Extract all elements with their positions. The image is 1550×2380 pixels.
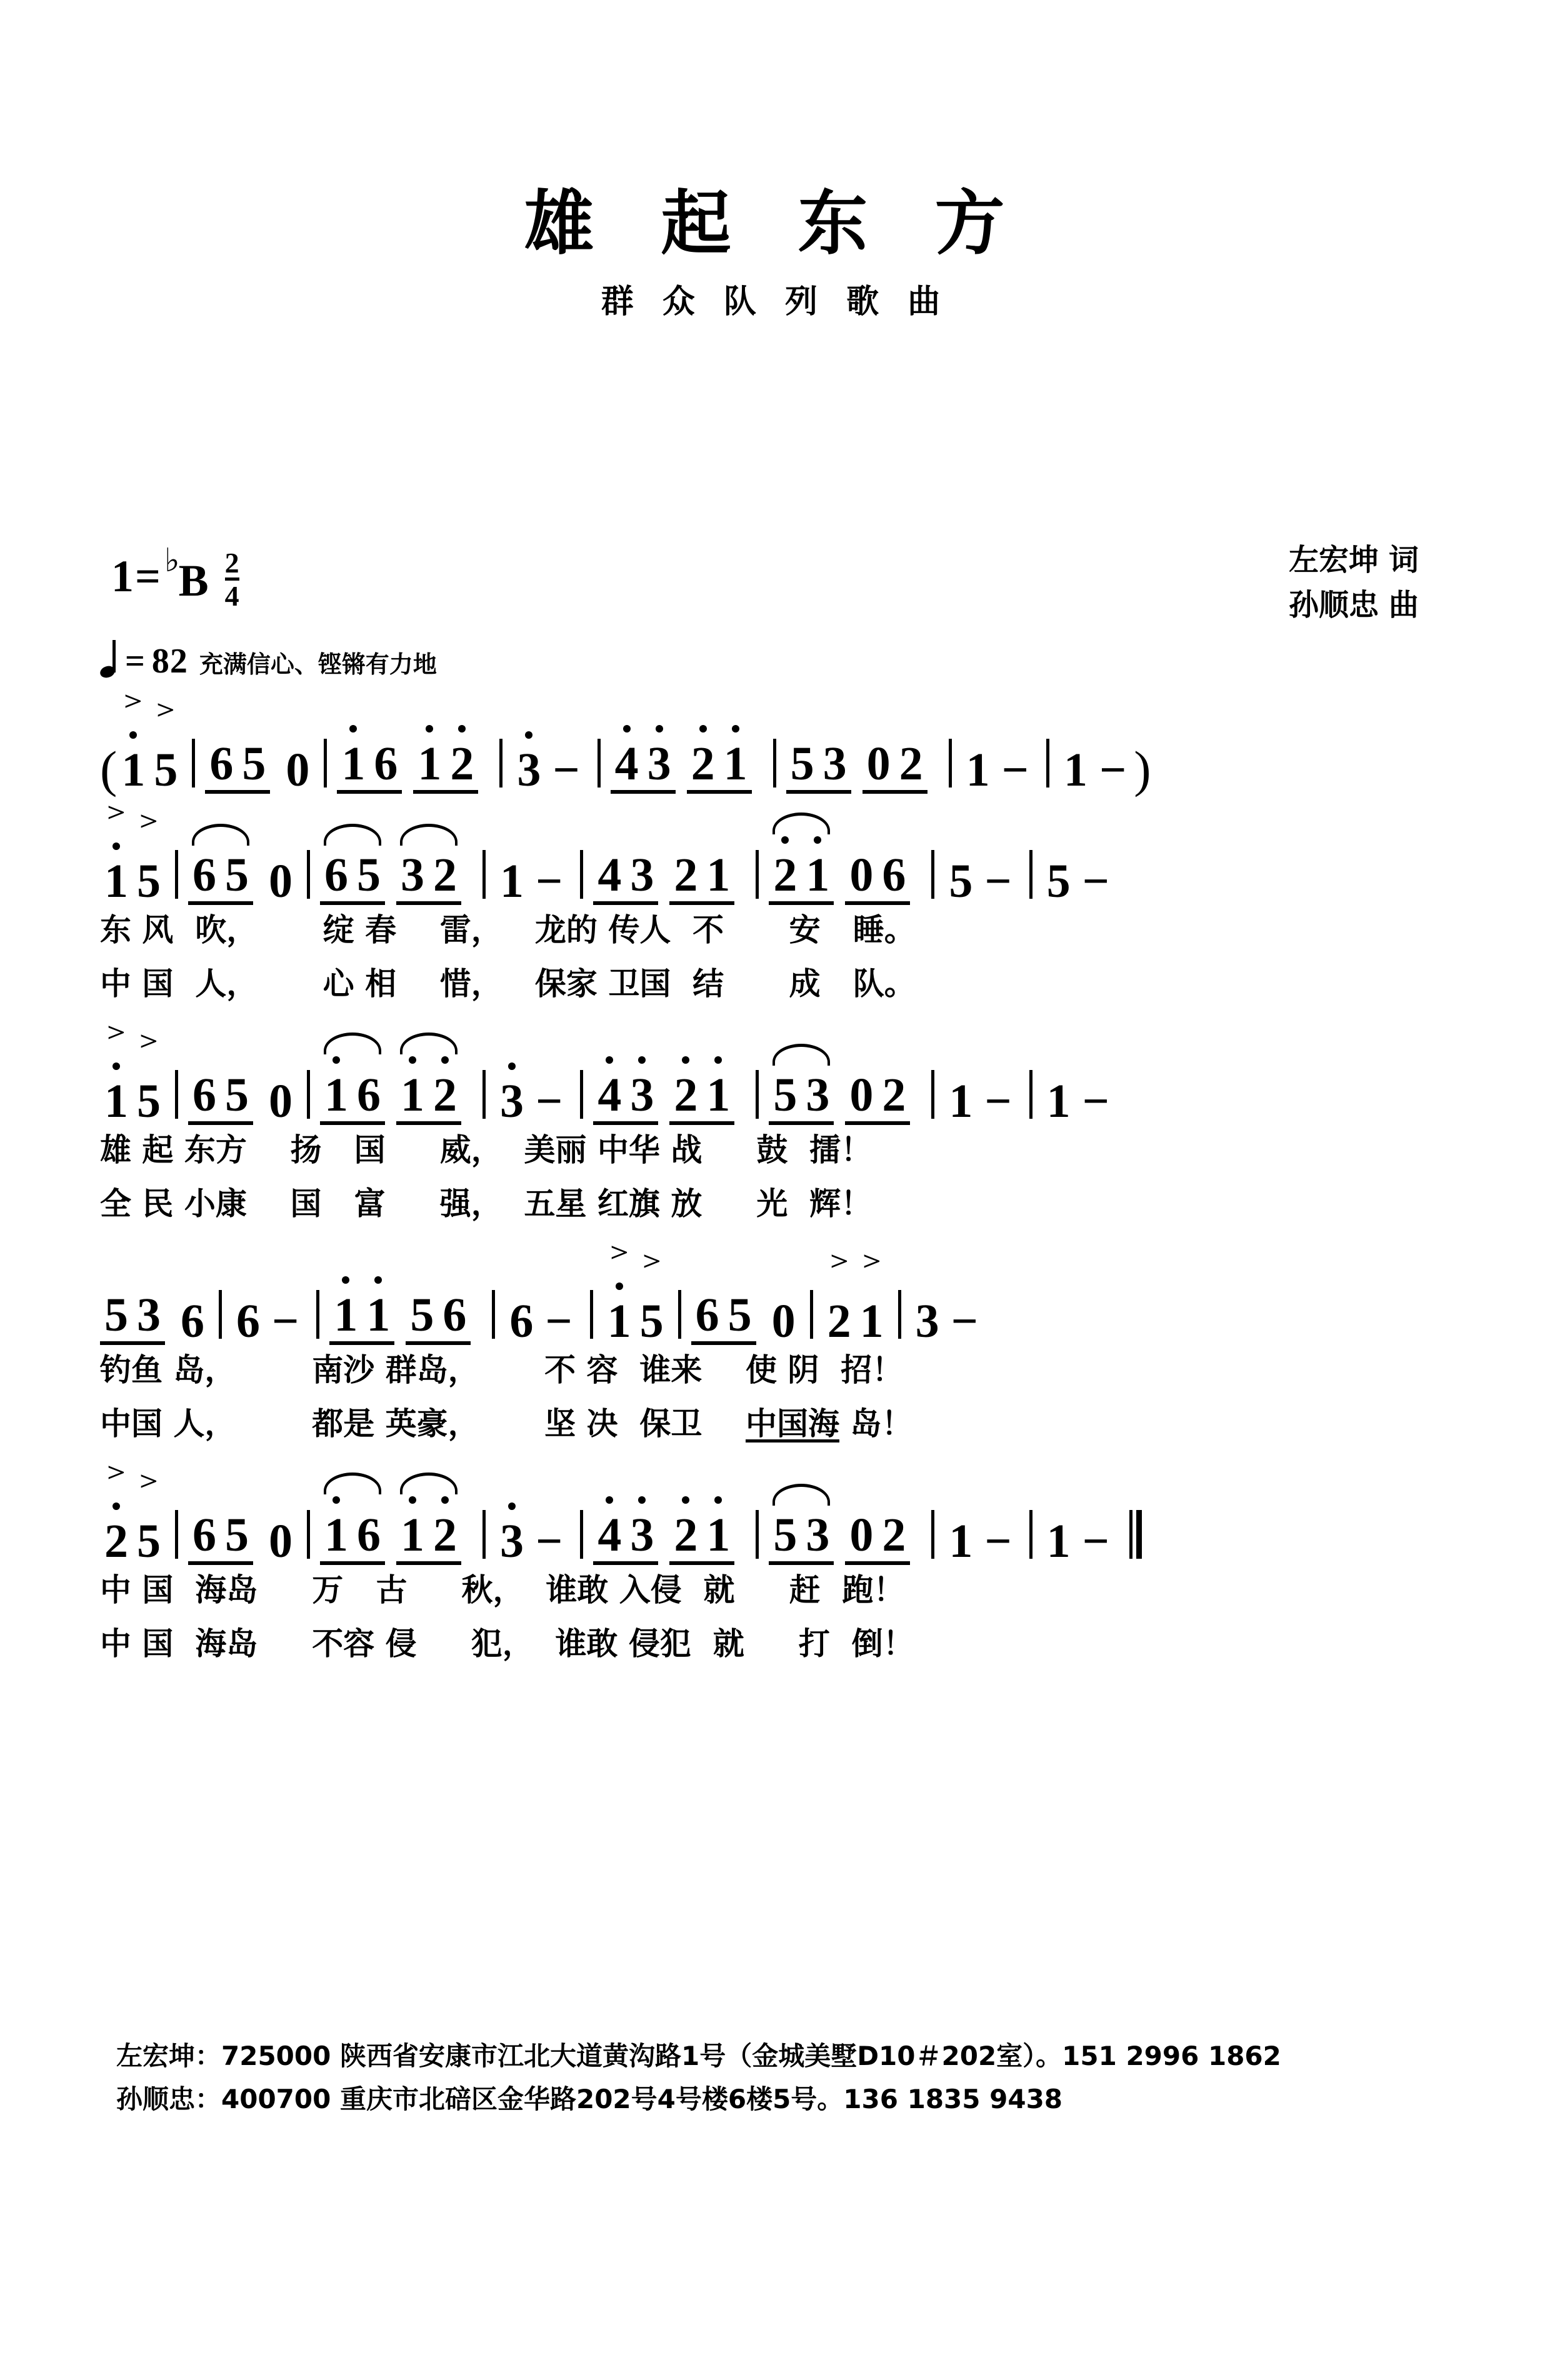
slur-icon bbox=[400, 1032, 458, 1054]
note-3: 3 bbox=[512, 746, 545, 794]
note-0: 0 bbox=[286, 744, 310, 796]
measure bbox=[188, 849, 297, 908]
note-6: 6 bbox=[509, 1295, 534, 1348]
barline bbox=[931, 1070, 934, 1119]
note-1: 1 bbox=[966, 744, 990, 796]
note-6: 6 bbox=[357, 1069, 381, 1121]
key-letter-group bbox=[163, 543, 209, 606]
note-duration-dash: − bbox=[536, 1075, 563, 1128]
note-4: 4 bbox=[598, 849, 622, 901]
measure bbox=[496, 1075, 570, 1128]
beamed-note-group bbox=[769, 851, 834, 905]
note-5: 5 bbox=[410, 1289, 434, 1341]
note-6: 6 bbox=[374, 738, 398, 790]
note-2: 2 bbox=[674, 849, 698, 901]
measure bbox=[100, 1289, 209, 1348]
note-duration-dash: − bbox=[984, 855, 1012, 908]
music-systems bbox=[0, 700, 1550, 1676]
note-2: 2 bbox=[882, 1509, 906, 1561]
beamed-note-group bbox=[611, 740, 676, 794]
beamed-note-group bbox=[593, 1071, 658, 1125]
note-4: 4 bbox=[593, 1511, 626, 1559]
beamed-note-group bbox=[845, 1071, 910, 1125]
slur-icon bbox=[192, 824, 249, 846]
beamed-note-group bbox=[320, 1071, 385, 1125]
intro-close-paren: ) bbox=[1134, 741, 1151, 798]
note-0: 0 bbox=[866, 738, 891, 790]
barline bbox=[482, 1510, 486, 1559]
sheet-music-page bbox=[0, 183, 1550, 2380]
measure bbox=[944, 1075, 1019, 1128]
note-1: 1 bbox=[949, 1075, 973, 1128]
note-2: 2 bbox=[669, 1071, 702, 1119]
final-barline bbox=[1129, 1510, 1132, 1559]
barline bbox=[756, 1510, 759, 1559]
composer-role: 曲 bbox=[1388, 588, 1419, 622]
measure bbox=[337, 740, 489, 794]
beamed-note-group bbox=[845, 1511, 910, 1565]
beamed-note-group bbox=[691, 1291, 756, 1345]
lyric-row-verse-1: 雄 起 东方 扬 国 威， 美丽 中华 战 鼓 擂！ bbox=[100, 1132, 872, 1168]
system-3 bbox=[0, 1251, 1550, 1452]
note-2: 2 bbox=[446, 740, 478, 788]
note-duration-dash: − bbox=[951, 1295, 978, 1348]
note-duration-dash: − bbox=[1001, 744, 1029, 796]
note-0: 0 bbox=[269, 1515, 292, 1568]
measure bbox=[1042, 1075, 1117, 1128]
measure bbox=[512, 746, 587, 794]
note-1: 1 > bbox=[100, 858, 132, 905]
note-3: 3 bbox=[915, 1295, 939, 1348]
beamed-note-group bbox=[669, 1071, 734, 1125]
measure bbox=[496, 1515, 570, 1568]
beamed-note-group bbox=[845, 851, 910, 905]
note-1: 1 > bbox=[100, 1078, 132, 1125]
measure bbox=[100, 1075, 165, 1128]
slur-icon bbox=[400, 1472, 458, 1494]
barline bbox=[1046, 739, 1049, 788]
lyric-text-part: 岛！ bbox=[839, 1406, 913, 1442]
measure bbox=[320, 1511, 472, 1565]
measures bbox=[117, 739, 1134, 794]
note-duration-dash: − bbox=[984, 1515, 1012, 1568]
measure bbox=[603, 1295, 668, 1348]
beamed-note-group bbox=[406, 1291, 471, 1345]
barline bbox=[580, 1070, 583, 1119]
note-3: 3 bbox=[137, 1289, 161, 1341]
note-1: 1 bbox=[362, 1291, 394, 1339]
note-5: 5 > bbox=[132, 858, 165, 905]
meter-numerator: 2 bbox=[224, 547, 239, 579]
barline bbox=[307, 850, 310, 899]
note-6: 6 bbox=[236, 1295, 260, 1348]
barline bbox=[678, 1290, 681, 1339]
composer-name: 孙顺忠 bbox=[1288, 588, 1379, 622]
measure bbox=[1042, 1515, 1117, 1568]
barline bbox=[482, 850, 486, 899]
note-1: 1 bbox=[1046, 1075, 1071, 1128]
note-2: 2 bbox=[769, 851, 801, 899]
note-3: 3 bbox=[643, 740, 676, 788]
note-3: 3 bbox=[626, 1071, 658, 1119]
note-6: 6 bbox=[192, 849, 216, 901]
measure bbox=[593, 851, 746, 905]
note-1: 1 bbox=[337, 740, 369, 788]
note-4: 4 bbox=[611, 740, 643, 788]
note-0: 0 bbox=[269, 1075, 292, 1128]
intro-open-paren: ( bbox=[100, 741, 118, 798]
slur-icon bbox=[400, 824, 458, 846]
key-label: 1= bbox=[111, 551, 162, 601]
time-signature bbox=[225, 549, 239, 611]
barline bbox=[175, 850, 178, 899]
lyrics-block bbox=[0, 1565, 1550, 1672]
note-0: 0 bbox=[849, 1509, 874, 1561]
beamed-note-group bbox=[100, 1291, 165, 1345]
measure bbox=[769, 851, 921, 905]
beamed-note-group bbox=[320, 851, 385, 905]
measures bbox=[100, 1069, 1117, 1128]
footer-line-lyricist: 左宏坤：725000 陕西省安康市江北大道黄沟路1号（金城美墅D10＃202室）。151 2996 1862 bbox=[116, 2041, 1281, 2071]
note-2: 2 bbox=[882, 1069, 906, 1121]
note-3: 3 bbox=[626, 1511, 658, 1559]
note-6: 6 bbox=[695, 1289, 719, 1341]
credits bbox=[1289, 538, 1419, 628]
barline bbox=[1029, 1070, 1032, 1119]
note-1: 1 bbox=[320, 1071, 352, 1119]
note-5: 5 bbox=[949, 855, 973, 908]
measure bbox=[117, 746, 182, 794]
barline bbox=[1029, 850, 1032, 899]
meter-denominator: 4 bbox=[225, 578, 239, 611]
note-1: 1 bbox=[500, 855, 524, 908]
beamed-note-group bbox=[669, 851, 734, 905]
staffline bbox=[0, 1031, 1550, 1128]
note-5: 5 bbox=[1046, 855, 1071, 908]
measure bbox=[944, 1515, 1019, 1568]
beamed-note-group bbox=[396, 1511, 461, 1565]
slur-icon bbox=[324, 1472, 381, 1494]
barline bbox=[590, 1290, 593, 1339]
note-1: 1 > bbox=[603, 1298, 636, 1345]
measure bbox=[320, 1071, 472, 1125]
lyric-row-verse-1: 钓鱼 岛， 南沙 群岛， 不 容 谁来 使 阴 招！ bbox=[100, 1352, 904, 1388]
beamed-note-group bbox=[786, 740, 851, 794]
barline bbox=[773, 739, 776, 788]
beamed-note-group bbox=[188, 1511, 253, 1565]
barline bbox=[499, 739, 502, 788]
note-0: 0 bbox=[849, 849, 874, 901]
note-3: 3 bbox=[630, 849, 654, 901]
note-duration-dash: − bbox=[984, 1075, 1012, 1128]
measure bbox=[769, 1071, 921, 1125]
beamed-note-group bbox=[593, 1511, 658, 1565]
note-6: 6 bbox=[442, 1289, 467, 1341]
staffline bbox=[0, 811, 1550, 908]
beamed-note-group bbox=[337, 740, 402, 794]
beamed-note-group bbox=[593, 851, 658, 905]
slur-icon bbox=[324, 824, 381, 846]
note-1: 1 bbox=[396, 1071, 429, 1119]
note-duration-dash: − bbox=[545, 1295, 572, 1348]
note-6: 6 bbox=[882, 849, 906, 901]
note-3: 3 bbox=[822, 738, 847, 790]
measure bbox=[232, 1295, 306, 1348]
barline bbox=[1029, 1510, 1032, 1559]
barline bbox=[175, 1070, 178, 1119]
footer-line-composer: 孙顺忠：400700 重庆市北碚区金华路202号4号楼6楼5号。136 1835 9438 bbox=[116, 2084, 1063, 2115]
beamed-note-group bbox=[188, 1071, 253, 1125]
measure bbox=[962, 746, 1036, 794]
note-3: 3 bbox=[496, 1518, 528, 1565]
composer-credit bbox=[1289, 582, 1419, 628]
note-1: 1 > bbox=[117, 746, 149, 794]
beamed-note-group bbox=[320, 1511, 385, 1565]
beamed-note-group bbox=[205, 740, 270, 794]
note-2: 2 bbox=[899, 738, 923, 790]
measure bbox=[786, 740, 939, 794]
barline bbox=[949, 739, 952, 788]
note-2: 2 bbox=[687, 740, 719, 788]
measures bbox=[100, 1509, 1132, 1568]
note-1: 1 bbox=[719, 740, 752, 788]
note-5: 5 > bbox=[149, 746, 182, 794]
note-5: 5 bbox=[225, 1509, 249, 1561]
lyricist-name: 左宏坤 bbox=[1288, 542, 1379, 578]
note-duration-dash: − bbox=[1082, 855, 1109, 908]
lyric-row-verse-1: 东 风 吹， 绽 春 雷， 龙的 传人 不 安 睡。 bbox=[100, 912, 916, 948]
barline bbox=[898, 1290, 901, 1339]
measure bbox=[1059, 746, 1134, 794]
measure bbox=[944, 855, 1019, 908]
note-5: 5 bbox=[728, 1289, 752, 1341]
note-3: 3 bbox=[806, 1069, 830, 1121]
footer-contact bbox=[116, 2034, 1281, 2121]
slur-icon bbox=[772, 812, 830, 834]
barline bbox=[316, 1290, 319, 1339]
note-duration-dash: − bbox=[552, 744, 580, 796]
lyric-text-part: 中国 人， 都是 英豪， 坚 决 保卫 bbox=[100, 1406, 746, 1442]
measure bbox=[823, 1295, 888, 1348]
flat-icon: ♭ bbox=[164, 543, 180, 579]
barline bbox=[756, 850, 759, 899]
note-6: 6 bbox=[324, 849, 348, 901]
measures bbox=[100, 1289, 986, 1348]
note-2: 2 bbox=[669, 1511, 702, 1559]
note-3: 3 bbox=[806, 1509, 830, 1561]
lyric-row-verse-2 bbox=[100, 1399, 1488, 1452]
expression-marking: 充满信心、铿锵有力地 bbox=[199, 651, 437, 678]
beamed-note-group bbox=[687, 740, 752, 794]
lyric-text bbox=[100, 1399, 912, 1444]
note-duration-dash: − bbox=[1099, 744, 1127, 796]
note-2: 2 bbox=[429, 1511, 461, 1559]
measure bbox=[205, 740, 314, 794]
measure bbox=[320, 851, 472, 905]
beamed-note-group bbox=[396, 1071, 461, 1125]
note-6: 6 bbox=[209, 738, 234, 790]
note-2: 2 > bbox=[100, 1518, 132, 1565]
page-subtitle: 群 众 队 列 歌 曲 bbox=[601, 282, 949, 321]
note-5: 5 bbox=[357, 849, 381, 901]
note-duration-dash: − bbox=[1082, 1075, 1109, 1128]
note-duration-dash: − bbox=[272, 1295, 299, 1348]
barline bbox=[580, 850, 583, 899]
note-5: 5 bbox=[242, 738, 266, 790]
beamed-note-group bbox=[329, 1291, 394, 1345]
barline bbox=[192, 739, 195, 788]
note-1: 1 bbox=[702, 1511, 734, 1559]
measure bbox=[188, 1509, 297, 1568]
measures bbox=[100, 849, 1117, 908]
note-5: 5 > bbox=[132, 1518, 165, 1565]
page-title: 雄 起 东 方 bbox=[524, 183, 1026, 264]
lyricist-role: 词 bbox=[1388, 542, 1419, 578]
barline bbox=[492, 1290, 495, 1339]
tempo-block bbox=[100, 638, 437, 681]
note-1: 1 bbox=[1063, 744, 1088, 796]
measure bbox=[611, 740, 763, 794]
beamed-note-group bbox=[188, 851, 253, 905]
note-5: 5 > bbox=[636, 1298, 668, 1345]
measure bbox=[593, 1071, 746, 1125]
barline bbox=[219, 1290, 222, 1339]
note-1: 1 bbox=[329, 1291, 362, 1339]
note-2: 2 > bbox=[823, 1298, 856, 1345]
note-5: 5 bbox=[225, 849, 249, 901]
system-4 bbox=[0, 1471, 1550, 1672]
measure bbox=[1042, 855, 1117, 908]
slur-icon bbox=[324, 1032, 381, 1054]
measure bbox=[100, 1515, 165, 1568]
lyric-row-verse-2: 中 国 人， 心 相 惜， 保家 卫国 结 成 队。 bbox=[100, 966, 916, 1002]
staffline bbox=[0, 1251, 1550, 1348]
note-6: 6 bbox=[357, 1509, 381, 1561]
note-0: 0 bbox=[771, 1295, 796, 1348]
beamed-note-group bbox=[769, 1071, 834, 1125]
note-1: 1 bbox=[706, 849, 731, 901]
note-0: 0 bbox=[849, 1069, 874, 1121]
staffline bbox=[0, 700, 1550, 798]
slur-icon bbox=[772, 1044, 830, 1066]
note-6: 6 bbox=[181, 1295, 204, 1348]
note-duration-dash: − bbox=[1082, 1515, 1109, 1568]
beamed-note-group bbox=[862, 740, 928, 794]
note-5: 5 bbox=[225, 1069, 249, 1121]
note-2: 2 bbox=[429, 1071, 461, 1119]
beamed-note-group bbox=[669, 1511, 734, 1565]
note-1: 1 bbox=[1046, 1515, 1071, 1568]
measure bbox=[769, 1511, 921, 1565]
key-letter: B bbox=[178, 556, 209, 606]
tempo-equals: = bbox=[125, 642, 146, 681]
lyrics-block bbox=[0, 905, 1550, 1012]
measure bbox=[188, 1069, 297, 1128]
lyric-row-verse-2: 中 国 海岛 不容 侵 犯， 谁敢 侵犯 就 打 倒！ bbox=[100, 1626, 914, 1662]
note-2: 2 bbox=[433, 849, 457, 901]
note-5: 5 bbox=[773, 1069, 798, 1121]
system-2 bbox=[0, 1031, 1550, 1232]
lyrics-block bbox=[0, 1345, 1550, 1452]
barline bbox=[324, 739, 327, 788]
barline bbox=[580, 1510, 583, 1559]
barline bbox=[598, 739, 601, 788]
note-1: 1 bbox=[949, 1515, 973, 1568]
key-signature-block bbox=[111, 543, 239, 616]
measure bbox=[505, 1295, 579, 1348]
measure bbox=[691, 1289, 800, 1348]
lyricist-credit bbox=[1289, 538, 1419, 582]
measure bbox=[496, 855, 570, 908]
barline bbox=[756, 1070, 759, 1119]
note-1: 1 bbox=[702, 1071, 734, 1119]
quarter-note-icon bbox=[100, 642, 121, 678]
note-duration-dash: − bbox=[536, 1515, 563, 1568]
lyric-text-underlined: 中国海 bbox=[745, 1406, 839, 1442]
lyric-row-verse-1: 中 国 海岛 万 古 秋， 谁敢 入侵 就 赶 跑！ bbox=[100, 1572, 905, 1608]
barline bbox=[175, 1510, 178, 1559]
note-1: 1 > bbox=[856, 1298, 888, 1345]
measure bbox=[329, 1291, 482, 1345]
system-intro bbox=[0, 700, 1550, 798]
lyric-row-verse-2: 全 民 小康 国 富 强， 五星 红旗 放 光 辉！ bbox=[100, 1186, 872, 1222]
measure bbox=[100, 855, 165, 908]
note-3: 3 bbox=[496, 1078, 528, 1125]
beamed-note-group bbox=[396, 851, 461, 905]
note-5: 5 bbox=[104, 1289, 128, 1341]
barline bbox=[810, 1290, 813, 1339]
note-1: 1 bbox=[320, 1511, 352, 1559]
staffline bbox=[0, 1471, 1550, 1568]
beamed-note-group bbox=[413, 740, 478, 794]
lyrics-block bbox=[0, 1125, 1550, 1232]
barline bbox=[931, 1510, 934, 1559]
note-3: 3 bbox=[401, 849, 424, 901]
note-1: 1 bbox=[801, 851, 834, 899]
barline bbox=[307, 1510, 310, 1559]
measure bbox=[911, 1295, 986, 1348]
barline bbox=[931, 850, 934, 899]
note-duration-dash: − bbox=[536, 855, 563, 908]
note-1: 1 bbox=[413, 740, 446, 788]
tempo-value: 82 bbox=[151, 642, 188, 681]
note-5: 5 > bbox=[132, 1078, 165, 1125]
note-4: 4 bbox=[593, 1071, 626, 1119]
note-5: 5 bbox=[773, 1509, 798, 1561]
note-5: 5 bbox=[790, 738, 814, 790]
beamed-note-group bbox=[769, 1511, 834, 1565]
note-1: 1 bbox=[396, 1511, 429, 1559]
measure bbox=[593, 1511, 746, 1565]
note-6: 6 bbox=[192, 1069, 216, 1121]
note-6: 6 bbox=[192, 1509, 216, 1561]
barline bbox=[307, 1070, 310, 1119]
slur-icon bbox=[772, 1484, 830, 1506]
system-1 bbox=[0, 811, 1550, 1012]
barline bbox=[482, 1070, 486, 1119]
note-0: 0 bbox=[269, 855, 292, 908]
